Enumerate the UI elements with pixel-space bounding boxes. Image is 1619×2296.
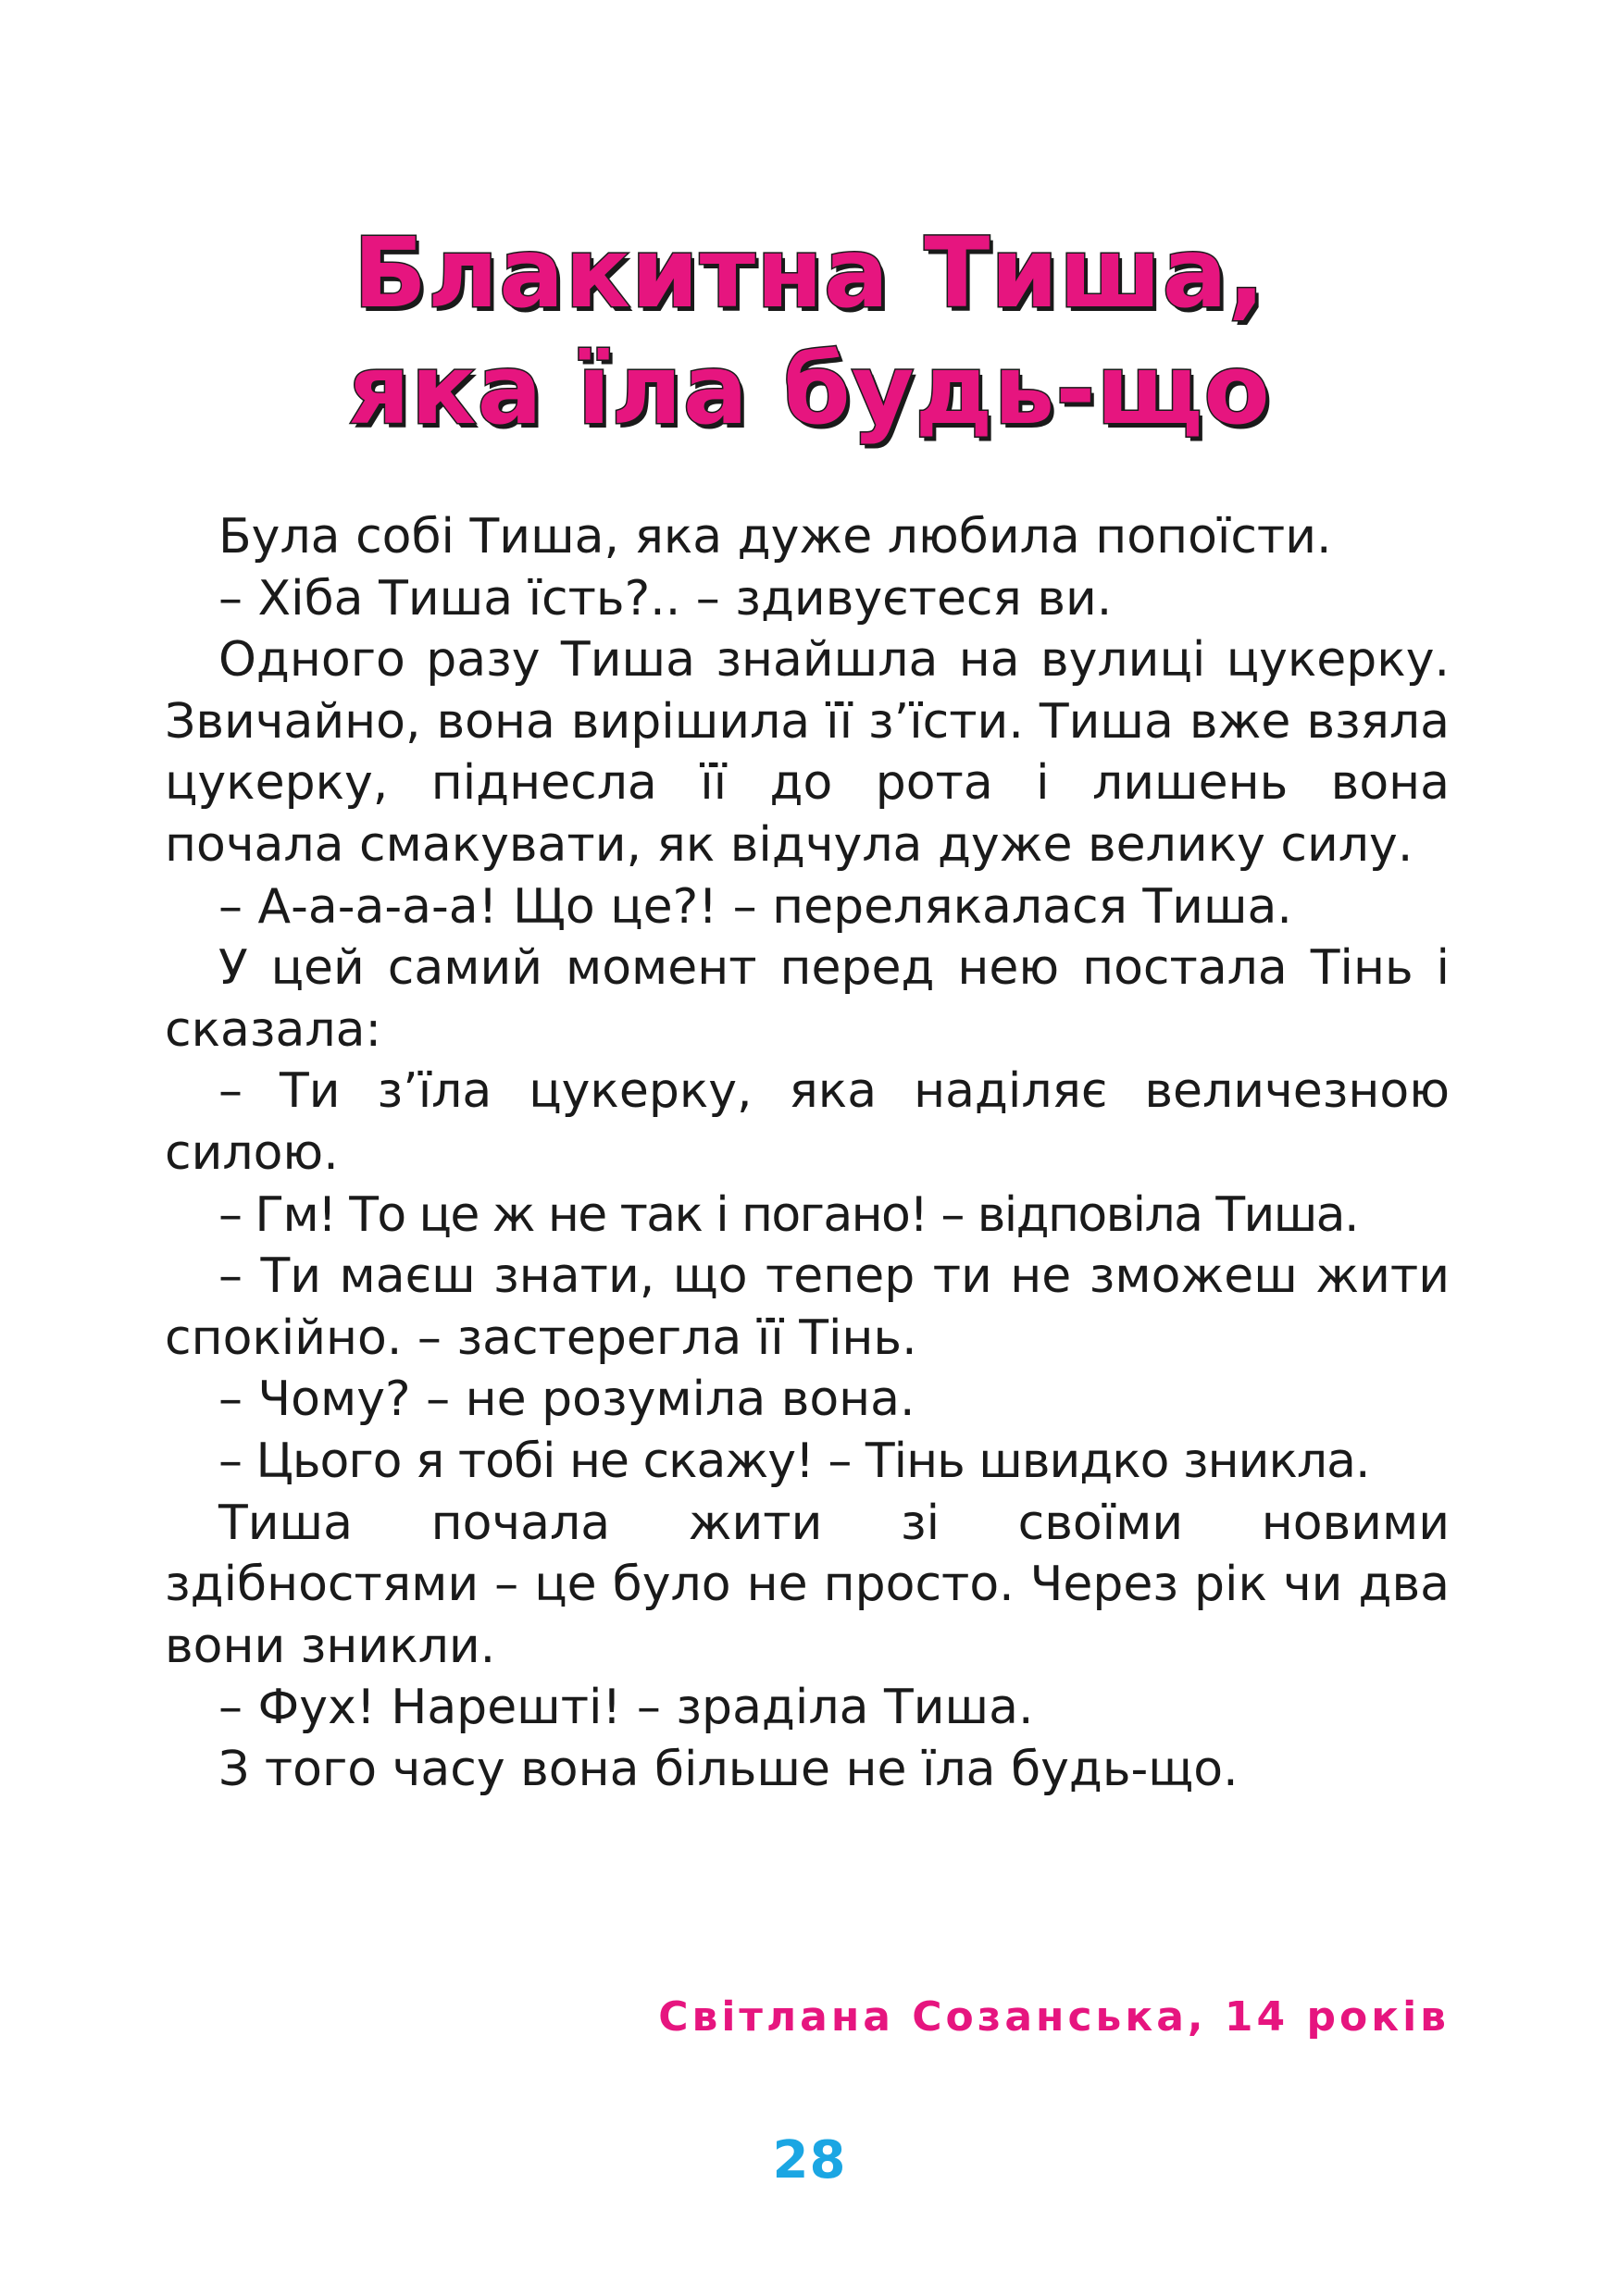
- page-number: 28: [772, 2130, 847, 2191]
- story-title-line-1: Блакитна Тиша,: [353, 217, 1266, 329]
- story-paragraph: Одного разу Тиша знайшла на вулиці цукерку. Звичайно, вона вирішила її з’їсти. Тиша вже взяла цукерку, піднесла її до рота і лишень вона почала смакувати, як відчула дуже велику силу.: [165, 632, 1450, 873]
- story-title-line-2: яка їла будь-що: [348, 333, 1271, 446]
- story-paragraph: Була собі Тиша, яка дуже любила попоїсти.: [218, 509, 1332, 565]
- story-paragraph: – Чому? – не розуміла вона.: [218, 1371, 915, 1428]
- story-paragraph: – Гм! То це ж не так і погано! – відповіла Тиша.: [218, 1186, 1358, 1243]
- story-body: [165, 506, 1450, 1800]
- story-paragraph: – Ти маєш знати, що тепер ти не зможеш жити спокійно. – застерегла її Тінь.: [165, 1248, 1450, 1366]
- story-paragraph: – Хіба Тиша їсть?.. – здивуєтеся ви.: [218, 570, 1113, 627]
- story-title: [0, 215, 1619, 448]
- author-signature: Світлана Созанська, 14 років: [658, 1993, 1450, 2041]
- story-paragraph: – Фух! Нарешті! – зраділа Тиша.: [218, 1680, 1034, 1736]
- story-paragraph: У цей самий момент перед нею постала Тінь і сказала:: [165, 940, 1450, 1058]
- story-paragraph: – Ти з’їла цукерку, яка наділяє величезною силою.: [165, 1063, 1450, 1181]
- story-paragraph: Тиша почала жити зі своїми новими здібностями – це було не просто. Через рік чи два вони зникли.: [165, 1495, 1450, 1674]
- story-paragraph: – Цього я тобі не скажу! – Тінь швидко зникла.: [218, 1433, 1370, 1489]
- story-paragraph: – А-а-а-а-а! Що це?! – перелякалася Тиша.: [218, 878, 1292, 935]
- story-paragraph: З того часу вона більше не їла будь-що.: [218, 1741, 1239, 1797]
